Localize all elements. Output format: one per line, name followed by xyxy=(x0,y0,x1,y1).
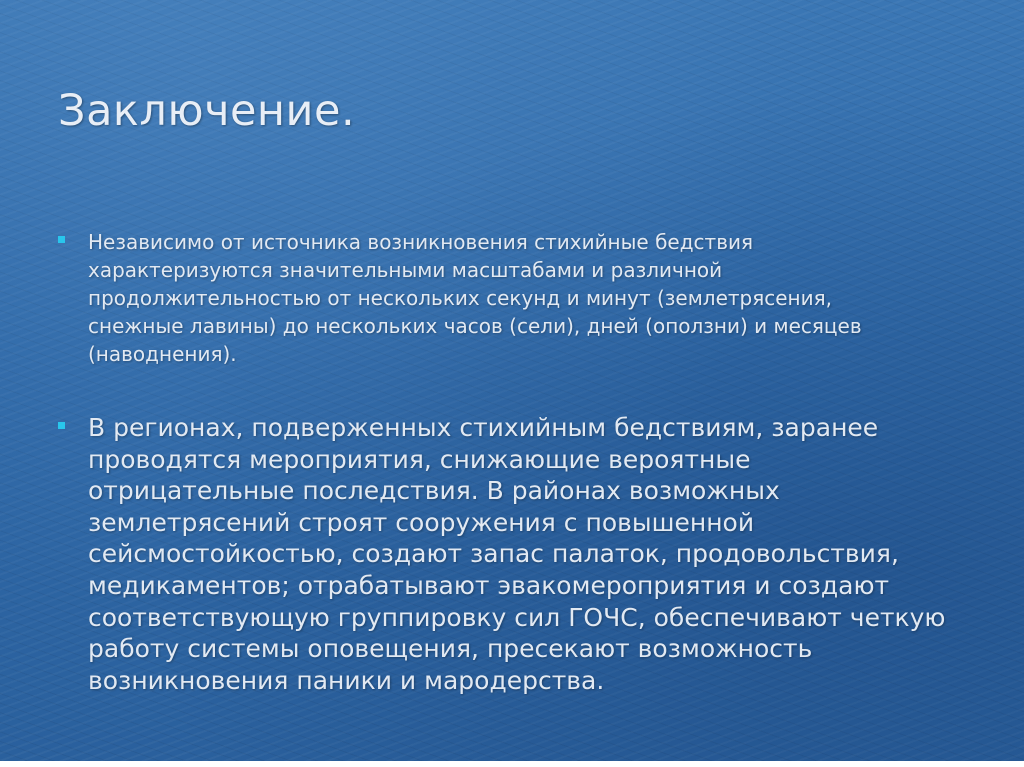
bullet-square-icon xyxy=(58,236,65,243)
bullet-square-icon xyxy=(58,422,65,429)
bullet-item-measures xyxy=(58,412,958,696)
bullet-list xyxy=(58,228,958,696)
bullet-text: Независимо от источника возникновения стихийные бедствия характеризуются значительными масштабами и различной продолжительностью от нескольких секунд и минут (землетрясения, снежные лавины) до нескольких часов (сели), дней (оползни) и месяцев (наводнения). xyxy=(88,230,862,366)
bullet-item-duration xyxy=(58,228,918,368)
slide-title: Заключение. xyxy=(58,86,356,136)
bullet-text: В регионах, подверженных стихийным бедствиям, заранее проводятся мероприятия, снижающие вероятные отрицательные последствия. В районах возможных землетрясений строят сооружения с повышенной сейсмостойкостью, создают запас палаток, продовольствия, медикаментов; отрабатывают эвакомероприятия и создают соответствующую группировку сил ГОЧС, обеспечивают четкую работу системы оповещения, пресекают возможность возникновения паники и мародерства. xyxy=(88,413,946,695)
